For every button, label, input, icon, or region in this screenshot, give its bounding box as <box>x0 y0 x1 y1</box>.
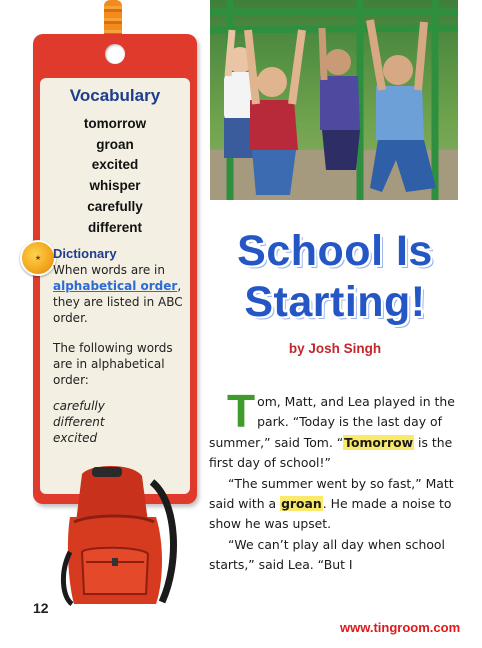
bookmark-hole <box>105 44 125 64</box>
page-number: 12 <box>33 600 49 616</box>
story-title <box>210 226 460 328</box>
playground-photo <box>210 0 458 200</box>
story-title-line1: School Is <box>237 227 433 275</box>
highlighted-vocab-word: groan <box>281 496 322 512</box>
backpack-image <box>52 462 182 612</box>
vocabulary-word: different <box>88 219 142 235</box>
story-paragraph-1 <box>209 385 464 474</box>
alphabetical-words-list <box>53 398 189 446</box>
vocabulary-title: Vocabulary <box>69 86 161 105</box>
vocabulary-list <box>40 114 190 238</box>
dictionary-text-2: , they are listed in ABC order. <box>53 279 183 325</box>
watermark: www.tingroom.com <box>340 620 461 635</box>
story-title-line2: Starting! <box>244 278 426 326</box>
alphabetical-word: excited <box>53 431 98 445</box>
story-body <box>209 385 464 576</box>
dictionary-text-1: When words are in <box>53 263 165 277</box>
story-paragraph-2 <box>209 474 464 535</box>
story-text: . He made a noise to show he was upset. <box>209 496 452 532</box>
drop-cap: T <box>227 385 256 437</box>
byline: by Josh Singh <box>288 341 382 356</box>
story-text: om, Matt, and Lea played in the park. “Today is the last day of summer,” said Tom. “ <box>209 394 455 450</box>
vocabulary-word: whisper <box>89 178 141 194</box>
story-text: is the first day of school!” <box>209 434 453 471</box>
vocabulary-word: excited <box>91 157 139 173</box>
dictionary-title: Dictionary <box>53 246 117 261</box>
vocabulary-word: tomorrow <box>83 116 147 131</box>
highlighted-vocab-word: Tomorrow <box>344 434 414 450</box>
following-text: The following words are in alphabetical order: <box>53 341 173 387</box>
dictionary-badge-icon: ★ <box>20 240 56 276</box>
dictionary-text <box>53 262 189 326</box>
vocabulary-word: carefully <box>87 198 143 214</box>
alphabetical-word: different <box>53 415 105 429</box>
vocabulary-word: groan <box>96 136 134 152</box>
story-text: “The summer went by so fast,” Matt said with a <box>209 475 454 512</box>
alphabetical-word: carefully <box>53 399 105 413</box>
story-paragraph-3: “We can’t play all day when school starts,” said Lea. “But I <box>209 536 445 573</box>
alphabetical-order-link[interactable]: alphabetical order <box>53 279 178 293</box>
